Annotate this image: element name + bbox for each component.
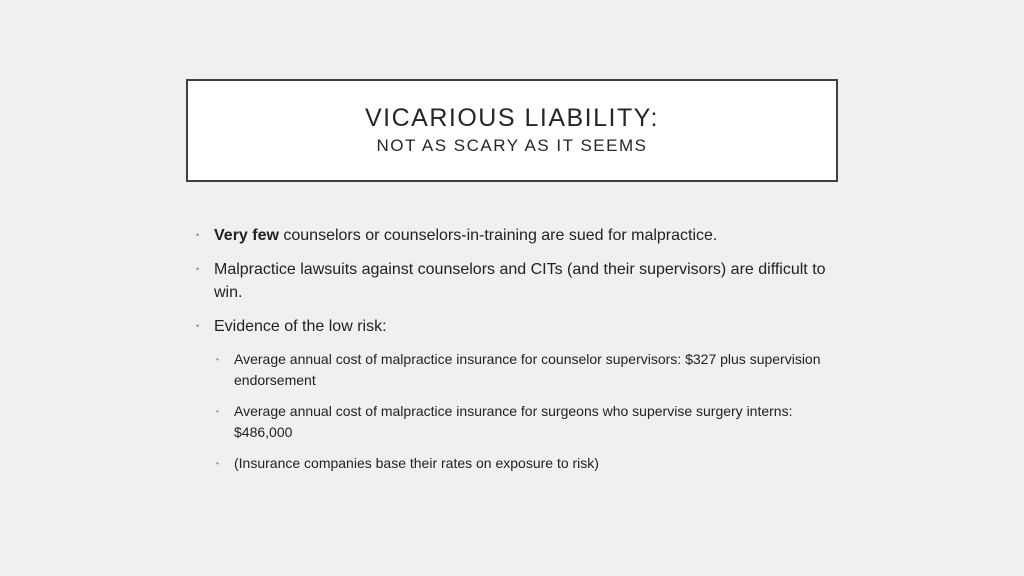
slide-subtitle: NOT AS SCARY AS IT SEEMS	[376, 136, 648, 155]
bullet-3-text: Evidence of the low risk:	[214, 318, 387, 335]
sub-bullet-2-text: Average annual cost of malpractice insurance for surgeons who supervise surgery interns: $486,000	[234, 403, 793, 440]
sub-bullet-item-1	[196, 349, 836, 391]
bullet-icon: •	[196, 230, 200, 240]
sub-bullet-icon: •	[216, 459, 219, 468]
bullet-item-1	[196, 224, 836, 247]
bullet-2-text: Malpractice lawsuits against counselors and CITs (and their supervisors) are difficult to win.	[214, 261, 826, 301]
bullet-1-bold-text: Very few	[214, 227, 279, 244]
sub-bullet-3-text: (Insurance companies base their rates on exposure to risk)	[234, 455, 599, 471]
bullet-1-text: counselors or counselors-in-training are sued for malpractice.	[278, 227, 718, 244]
bullet-icon: •	[196, 264, 200, 274]
sub-bullet-icon: •	[216, 407, 219, 416]
slide-content	[196, 224, 836, 484]
bullet-item-3	[196, 315, 836, 338]
slide-title: VICARIOUS LIABILITY:	[365, 104, 659, 132]
title-box	[186, 79, 838, 182]
sub-bullet-icon: •	[216, 355, 219, 364]
bullet-icon: •	[196, 321, 200, 331]
sub-bullet-item-3	[196, 453, 836, 474]
bullet-item-2	[196, 258, 836, 304]
sub-bullet-item-2	[196, 401, 836, 443]
sub-bullet-1-text: Average annual cost of malpractice insurance for counselor supervisors: $327 plus supervision endorsement	[234, 351, 821, 388]
